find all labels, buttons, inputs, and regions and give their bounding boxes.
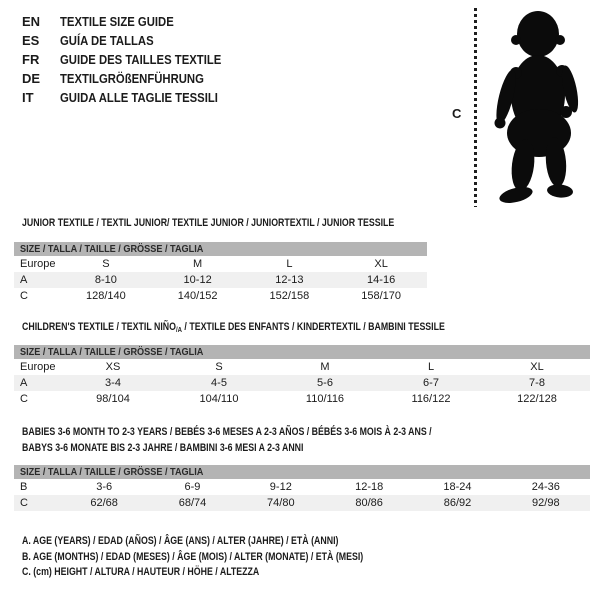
language-title: GUIDE DES TAILLES TEXTILE [60,52,222,67]
size-cell: L [286,258,293,270]
size-cell: 128/140 [85,290,126,302]
size-cell: XS [105,361,121,373]
size-cell: 3-4 [105,377,121,389]
size-header-band [14,345,590,359]
row-label: C [20,497,28,509]
row-label: C [20,393,28,405]
language-title: TEXTILE SIZE GUIDE [60,14,174,29]
language-title: GUIDA ALLE TAGLIE TESSILI [60,90,218,105]
size-cell: 14-16 [367,274,396,286]
language-title-block [22,12,245,107]
size-cell: 86/92 [443,497,472,509]
size-cell: 158/170 [361,290,401,302]
children-size-table [14,345,590,407]
row-label: Europe [20,258,56,270]
table-row [14,359,590,375]
size-cell: 140/152 [177,290,218,302]
legend-footnotes [22,534,449,581]
language-row-fr [22,50,245,69]
title-part: / TEXTILE DES ENFANTS / KINDERTEXTIL / BAMBINI TESSILE [181,321,445,333]
section-title-text: JUNIOR TEXTILE / TEXTIL JUNIOR/ TEXTILE JUNIOR / JUNIORTEXTIL / JUNIOR TESSILE [22,217,395,229]
size-cell: 68/74 [178,497,207,509]
size-cell: 104/110 [199,393,239,405]
size-cell: XL [374,258,388,270]
row-label: B [20,481,28,493]
row-label: A [20,377,28,389]
size-cell: M [193,258,203,270]
language-code: FR [22,52,40,67]
size-header-text: SIZE / TALLA / TAILLE / GRÖSSE / TAGLIA [20,243,204,255]
size-cell: 8-10 [94,274,117,286]
size-cell: 74/80 [267,497,295,509]
language-code: EN [22,14,41,29]
language-title: TEXTILGRÖßENFÜHRUNG [60,71,204,86]
size-cell: 62/68 [90,497,118,509]
size-cell: 12-18 [355,481,384,493]
row-label: Europe [20,361,56,373]
footnote-a: A. AGE (YEARS) / EDAD (AÑOS) / ÂGE (ANS) / ALTER (JAHRE) / ETÀ (ANNI) [22,535,339,547]
section-title-junior [22,215,487,231]
row-label: C [20,290,28,302]
table-row [14,272,427,288]
junior-size-table [14,242,427,304]
size-cell: 4-5 [211,377,227,389]
footnote-b: B. AGE (MONTHS) / EDAD (MESES) / ÂGE (MOIS) / ALTER (MONATE) / ETÀ (MESI) [22,550,364,563]
language-code: DE [22,71,41,86]
size-cell: 98/104 [96,393,130,405]
size-header-text: SIZE / TALLA / TAILLE / GRÖSSE / TAGLIA [20,346,204,358]
language-code: ES [22,33,40,48]
size-cell: M [320,361,330,373]
footnote-c: C. (cm) HEIGHT / ALTURA / HAUTEUR / HÖHE / ALTEZZA [22,566,260,578]
size-header-band [14,465,590,479]
table-row [14,375,590,391]
height-measure-label: C [452,106,462,121]
size-cell: 80/86 [355,497,383,509]
size-cell: 24-36 [531,481,560,493]
section-title-children [22,319,551,338]
section-title-babies [22,424,534,456]
size-cell: 122/128 [517,393,557,405]
size-cell: 152/158 [269,290,310,302]
table-row [14,288,427,304]
size-cell: 92/98 [532,497,560,509]
table-row [14,495,590,511]
title-subscript: /A [175,325,182,334]
size-cell: 110/116 [305,393,345,405]
section-title-line1: BABIES 3-6 MONTH TO 2-3 YEARS / BEBÉS 3-6 MESES A 2-3 AÑOS / BÉBÉS 3-6 MOIS À 2-3 ANS / [22,426,432,438]
language-row-it [22,88,245,107]
babies-size-table [14,465,590,511]
title-part: CHILDREN'S TEXTILE / TEXTIL NIÑO [22,321,176,333]
language-title: GUÍA DE TALLAS [60,33,154,48]
size-cell: 7-8 [529,377,545,389]
size-cell: 12-13 [275,274,304,286]
size-cell: 3-6 [96,481,113,493]
section-title-line2: BABYS 3-6 MONATE BIS 2-3 JAHRE / BAMBINI 3-6 MESI A 2-3 ANNI [22,442,304,454]
section-title-text [22,319,445,338]
size-cell: 5-6 [317,377,333,389]
baby-silhouette-image [478,6,598,208]
size-cell: XL [530,361,544,373]
language-code: IT [22,90,34,105]
size-cell: 10-12 [183,274,212,286]
size-cell: S [215,361,223,373]
size-cell: 9-12 [269,481,292,493]
size-cell: 6-7 [423,377,439,389]
table-row [14,256,427,272]
size-cell: 6-9 [184,481,201,493]
language-row-de [22,69,245,88]
language-row-es [22,31,245,50]
size-cell: 116/122 [411,393,451,405]
size-header-text: SIZE / TALLA / TAILLE / GRÖSSE / TAGLIA [20,466,204,478]
size-header-band [14,242,427,256]
size-cell: 18-24 [443,481,472,493]
size-cell: L [427,361,435,373]
table-row [14,391,590,407]
row-label: A [20,274,28,286]
language-row-en [22,12,245,31]
table-row [14,479,590,495]
height-measure-dotted-line [474,8,477,207]
size-cell: S [102,258,110,270]
